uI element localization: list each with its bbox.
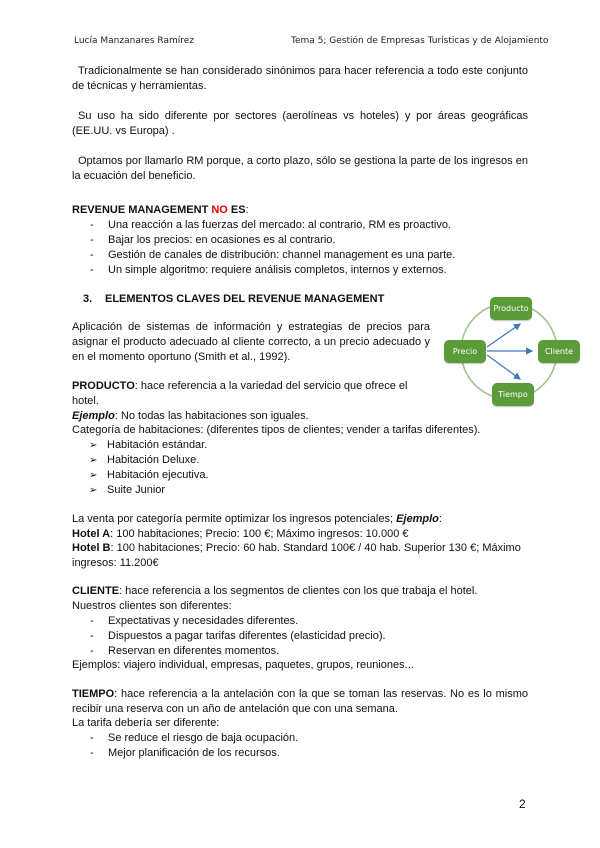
list-item: - Gestión de canales de distribución: channel management es una parte. [72, 248, 528, 263]
arrow-to-producto [487, 324, 520, 347]
node-tiempo: Tiempo [492, 383, 534, 406]
venta-paragraph [72, 512, 528, 527]
page-number: 2 [519, 797, 526, 811]
list-item: - Dispuestos a pagar tarifas diferentes (elasticidad precio). [72, 629, 528, 644]
producto-ejemplo [72, 409, 528, 424]
rm-not-list [72, 218, 528, 278]
tiempo-sub: La tarifa debería ser diferente: [72, 717, 220, 729]
rm-heading-b: ES [230, 204, 246, 216]
list-item: ➢ Habitación ejecutiva. [89, 468, 509, 483]
section-number: 3. [83, 293, 93, 305]
ejemplo-text: : No todas las habitaciones son iguales. [114, 410, 309, 422]
hotel-b-label: Hotel B [72, 542, 111, 554]
rm-elements-diagram [440, 293, 585, 411]
node-precio: Precio [444, 340, 486, 363]
hotel-b-line [72, 541, 528, 571]
list-item: - Expectativas y necesidades diferentes. [72, 614, 528, 629]
hotel-a-label: Hotel A [72, 528, 111, 540]
rm-heading-a: REVENUE MANAGEMENT [72, 204, 209, 216]
section-3-intro: Aplicación de sistemas de información y estrategias de precios para asignar el producto adecuado al cliente correcto, a un precio adecuado y en el momento oportuno (Smith et al., 1992). [72, 321, 430, 363]
rm-not-heading: REVENUE MANAGEMENT NO ES: [72, 204, 249, 216]
section-3-heading [83, 293, 384, 305]
producto-label: PRODUCTO [72, 380, 135, 392]
producto-categorias: Categoría de habitaciones: (diferentes tipos de clientes; vender a tarifas diferentes). [72, 424, 481, 436]
header-topic: Tema 5; Gestión de Empresas Turísticas y de Alojamiento [291, 36, 549, 46]
tiempo-text: : hace referencia a la antelación con la que se toman las reservas. No es lo mismo recibir una reserva con un año de antelación que con una semana. [72, 688, 528, 715]
ejemplo-label: Ejemplo [72, 410, 115, 422]
rm-heading-no: NO [211, 204, 228, 216]
section-title: ELEMENTOS CLAVES DEL REVENUE MANAGEMENT [105, 293, 385, 305]
node-producto: Producto [490, 297, 532, 320]
cliente-sub: Nuestros clientes son diferentes: [72, 600, 232, 612]
list-item: - Se reduce el riesgo de baja ocupación. [72, 731, 528, 746]
habitaciones-list [89, 438, 509, 498]
node-cliente: Cliente [538, 340, 580, 363]
hotel-b-text: : 100 habitaciones; Precio: 60 hab. Standard 100€ / 40 hab. Superior 130 €; Máximo ingresos: 11.200€ [72, 542, 521, 569]
cliente-label: CLIENTE [72, 585, 120, 597]
list-item: ➢ Habitación Deluxe. [89, 453, 509, 468]
list-item: ➢ Suite Junior [89, 483, 509, 498]
list-item: - Mejor planificación de los recursos. [72, 746, 528, 761]
list-item: - Una reacción a las fuerzas del mercado: al contrario, RM es proactivo. [72, 218, 528, 233]
tiempo-label: TIEMPO [72, 688, 115, 700]
hotel-a-line [72, 527, 528, 542]
list-item: - Un simple algoritmo: requiere análisis completos, internos y externos. [72, 263, 528, 278]
producto-paragraph [72, 379, 430, 409]
hotel-a-text: : 100 habitaciones; Precio: 100 €; Máximo ingresos: 10.000 € [110, 528, 409, 540]
intro-paragraph-3: Optamos por llamarlo RM porque, a corto plazo, sólo se gestiona la parte de los ingresos en la ecuación del beneficio. [72, 155, 528, 182]
header-author: Lucía Manzanares Ramírez [74, 36, 195, 46]
tiempo-list [72, 731, 528, 761]
cliente-text: : hace referencia a los segmentos de clientes con los que trabaja el hotel. [119, 585, 478, 597]
venta-colon: : [438, 513, 442, 525]
tiempo-paragraph [72, 687, 528, 717]
cliente-ejemplos: Ejemplos: viajero individual, empresas, paquetes, grupos, reuniones... [72, 659, 414, 671]
cliente-paragraph [72, 584, 528, 599]
intro-paragraph-2: Su uso ha sido diferente por sectores (aerolíneas vs hoteles) y por áreas geográficas (EE.UU. vs Europa) . [72, 110, 528, 137]
list-item: - Bajar los precios: en ocasiones es al contrario. [72, 233, 528, 248]
arrow-to-tiempo [487, 355, 520, 379]
venta-text: La venta por categoría permite optimizar los ingresos potenciales; [72, 513, 397, 525]
list-item: - Reservan en diferentes momentos. [72, 644, 528, 659]
intro-paragraph-1: Tradicionalmente se han considerado sinónimos para hacer referencia a todo este conjunto de técnicas y herramientas. [72, 65, 528, 92]
venta-ejemplo-label: Ejemplo [396, 513, 439, 525]
producto-text: : hace referencia a la variedad del servicio que ofrece el hotel. [72, 380, 408, 407]
list-item: ➢ Habitación estándar. [89, 438, 509, 453]
cliente-list [72, 614, 528, 659]
